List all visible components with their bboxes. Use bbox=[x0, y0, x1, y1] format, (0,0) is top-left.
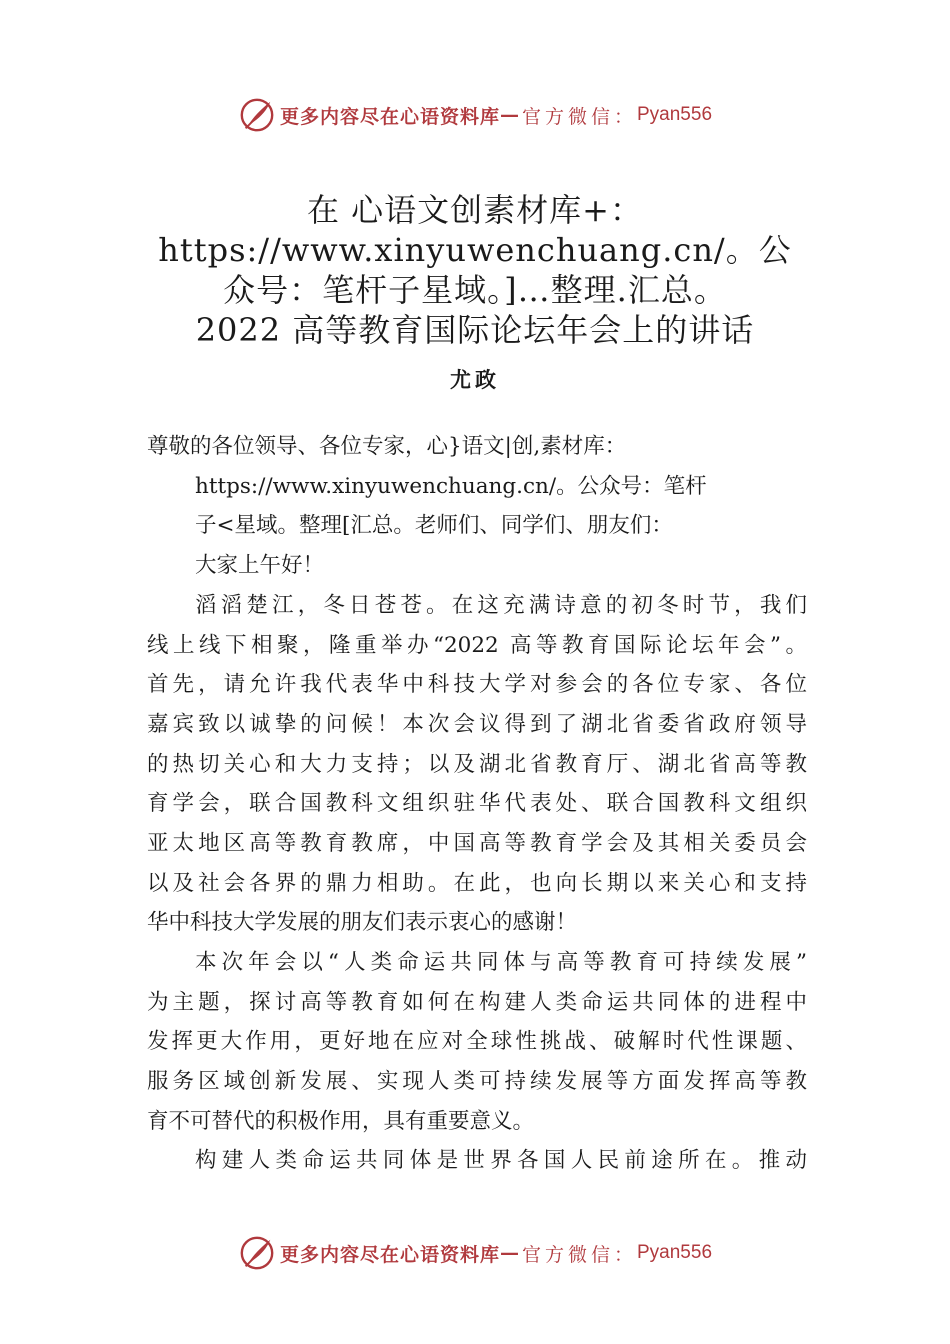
body-line: 育学会，联合国教科文组织驻华代表处、联合国教科文组织 bbox=[147, 791, 807, 817]
speech-body bbox=[147, 427, 807, 1181]
banner-site-text: 更多内容尽在心语资料库 bbox=[279, 1243, 500, 1266]
banner-wechat-id: Pyan556 bbox=[637, 104, 713, 125]
body-line: 子<星域。整理[汇总。老师们、同学们、朋友们： bbox=[195, 513, 673, 539]
body-line: 构建人类命运共同体是世界各国人民前途所在。推动 bbox=[195, 1148, 807, 1174]
body-line: 本次年会以“人类命运共同体与高等教育可持续发展” bbox=[195, 950, 807, 976]
body-line: 嘉宾致以诚挚的问候！本次会议得到了湖北省委省政府领导 bbox=[147, 711, 807, 737]
feather-pen-logo-icon bbox=[238, 96, 276, 134]
body-line: 的热切关心和大力支持；以及湖北省教育厅、湖北省高等教 bbox=[147, 751, 807, 777]
body-line: 滔滔楚江，冬日苍苍。在这充满诗意的初冬时节，我们 bbox=[195, 592, 807, 618]
body-line: 大家上午好！ bbox=[195, 553, 325, 579]
banner-dash: — bbox=[499, 104, 520, 126]
feather-pen-logo-icon bbox=[238, 1234, 276, 1272]
banner-wechat-label: 官方微信： bbox=[521, 1243, 637, 1266]
body-line: 亚太地区高等教育教席，中国高等教育学会及其相关委员会 bbox=[147, 830, 807, 856]
body-line: 首先，请允许我代表华中科技大学对参会的各位专家、各位 bbox=[147, 672, 807, 698]
banner-wechat-label: 官方微信： bbox=[521, 105, 637, 128]
title-line: https://www.xinyuwenchuang.cn/。公 bbox=[158, 231, 792, 269]
banner-wechat-id: Pyan556 bbox=[637, 1242, 713, 1263]
author-name: 尤政 bbox=[450, 367, 500, 392]
body-line: 服务区域创新发展、实现人类可持续发展等方面发挥高等教 bbox=[147, 1069, 807, 1095]
body-line: 育不可替代的积极作用，具有重要意义。 bbox=[147, 1108, 535, 1134]
document-title bbox=[60, 190, 890, 350]
body-line: 华中科技大学发展的朋友们表示衷心的感谢！ bbox=[147, 910, 578, 936]
header-banner bbox=[0, 93, 950, 137]
body-line: 发挥更大作用，更好地在应对全球性挑战、破解时代性课题、 bbox=[147, 1029, 807, 1055]
body-line: 尊敬的各位领导、各位专家，心}语文|创,素材库： bbox=[147, 434, 627, 459]
title-line: 2022 高等教育国际论坛年会上的讲话 bbox=[195, 311, 755, 349]
body-line: 为主题，探讨高等教育如何在构建人类命运共同体的进程中 bbox=[147, 989, 807, 1015]
banner-site-text: 更多内容尽在心语资料库 bbox=[279, 105, 500, 128]
banner-dash: — bbox=[499, 1242, 520, 1264]
body-line: 以及社会各界的鼎力相助。在此，也向长期以来关心和支持 bbox=[147, 870, 807, 896]
title-line: 在 心语文创素材库+： bbox=[307, 191, 643, 229]
body-line: https://www.xinyuwenchuang.cn/。公众号：笔杆 bbox=[195, 473, 707, 499]
body-line: 线上线下相聚，隆重举办“2022 高等教育国际论坛年会”。 bbox=[147, 632, 807, 658]
footer-banner bbox=[0, 1231, 950, 1275]
title-line: 众号：笔杆子星域。]…整理.汇总。 bbox=[223, 271, 727, 309]
